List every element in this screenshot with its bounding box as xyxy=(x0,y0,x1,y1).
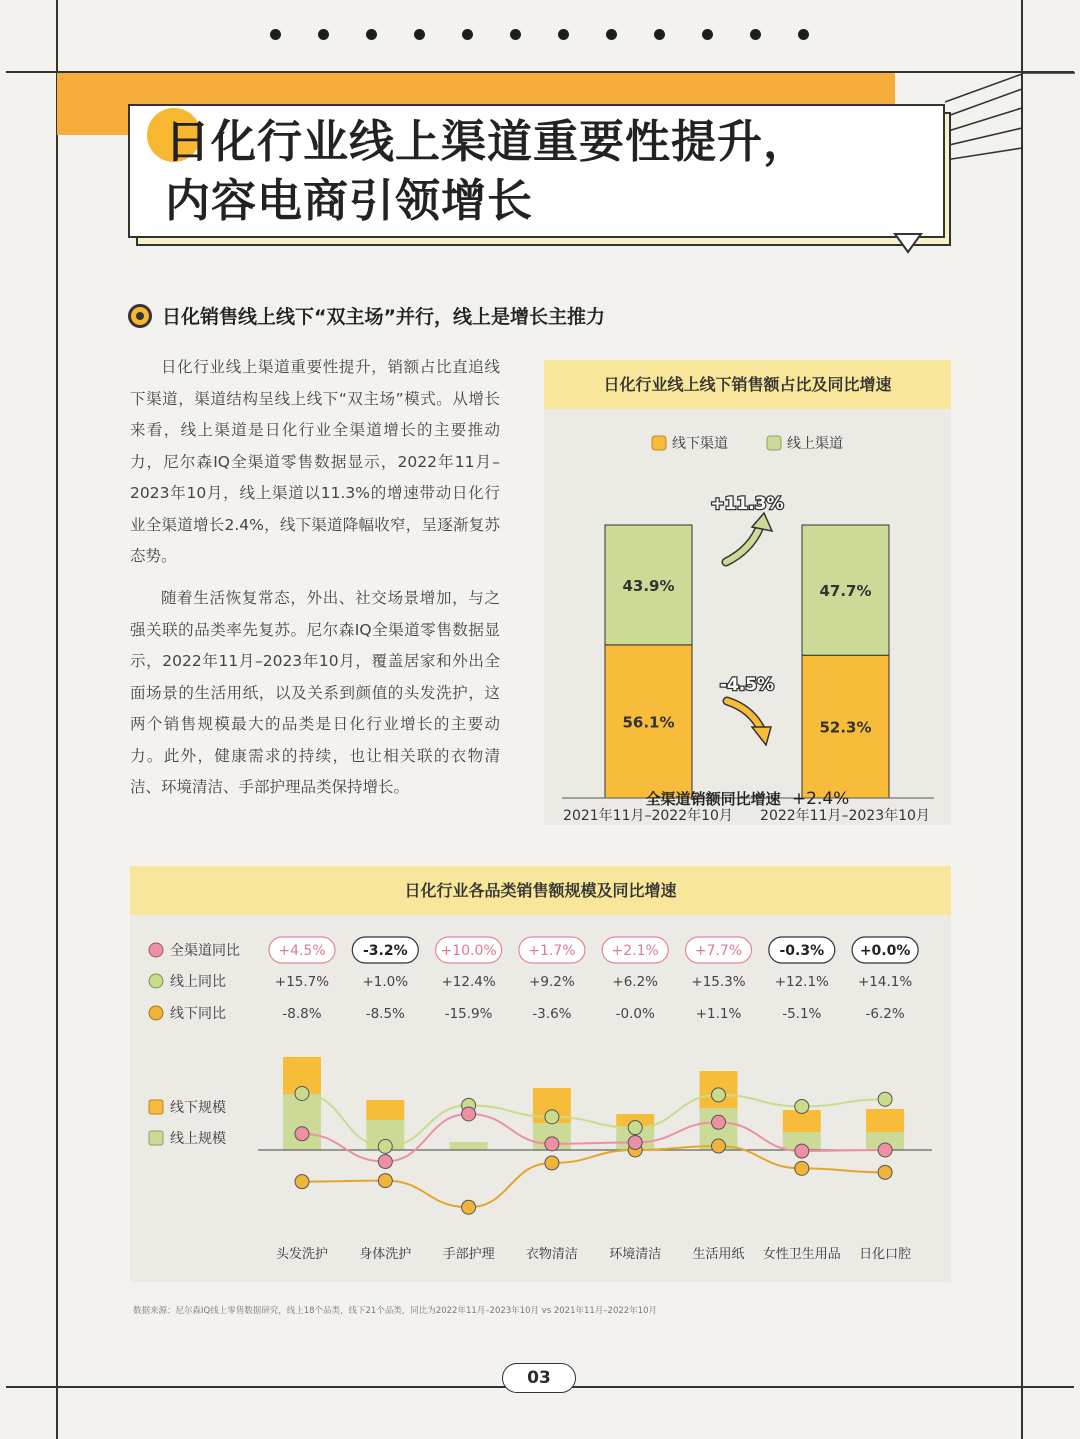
offline-growth-value: -8.8% xyxy=(282,1006,322,1022)
online-growth-point xyxy=(378,1139,392,1153)
online-growth-value: +12.4% xyxy=(441,974,496,990)
total-growth-point xyxy=(462,1107,476,1121)
chart1-category-1: 2021年11月–2022年10月 xyxy=(563,808,733,824)
scale-bar-online xyxy=(450,1142,488,1150)
online-growth-value: +6.2% xyxy=(612,974,659,990)
paragraph-1: 日化行业线上渠道重要性提升，销额占比直追线下渠道，渠道结构呈线上线下“双主场”模式。从增长来看，线上渠道是日化行业全渠道增长的主要推动力，尼尔森IQ全渠道零售数据显示，2022年11月–2023年10月，线上渠道以11.3%的增速带动日化行业全渠道增长2.4%，线下渠道降幅收窄，呈逐渐复苏态势。 xyxy=(130,358,500,565)
category-chart-card xyxy=(130,866,951,1282)
total-growth-value: -3.2% xyxy=(362,943,408,959)
page-title-line1: 日化行业线上渠道重要性提升， xyxy=(165,115,810,168)
online-growth-point xyxy=(545,1110,559,1124)
category-label: 手部护理 xyxy=(442,1247,495,1262)
offline-growth-value: -0.0% xyxy=(615,1006,655,1022)
section-heading xyxy=(128,302,605,329)
scale-bar-online xyxy=(283,1094,321,1150)
offline-growth-label: -4.5% xyxy=(719,675,775,695)
legend-offline-dot xyxy=(149,1006,163,1020)
total-growth-value: +2.1% xyxy=(611,943,659,959)
legend-online-scale-label: 线上规模 xyxy=(170,1131,226,1147)
category-label: 环境清洁 xyxy=(609,1247,662,1262)
chart1-category-2: 2022年11月–2023年10月 xyxy=(760,808,930,824)
offline-growth-point xyxy=(462,1200,476,1214)
share-label-online-1: 43.9% xyxy=(622,576,675,595)
section-title: 日化销售线上线下“双主场”并行，线上是增长主推力 xyxy=(162,306,605,328)
online-growth-label: +11.3% xyxy=(710,494,784,514)
online-growth-value: +15.7% xyxy=(274,974,330,990)
legend-online-growth-label: 线上同比 xyxy=(170,974,226,990)
category-label: 女性卫生用品 xyxy=(762,1247,841,1262)
offline-growth-point xyxy=(795,1161,809,1175)
total-growth-value: -0.3% xyxy=(779,943,825,959)
total-growth-value: +10.0% xyxy=(440,943,497,959)
offline-growth-point xyxy=(295,1175,309,1189)
legend-total-dot xyxy=(149,943,163,957)
category-label: 头发洗护 xyxy=(275,1247,329,1262)
total-growth-point xyxy=(628,1135,642,1149)
online-growth-value: +15.3% xyxy=(691,974,746,990)
legend-online-label: 线上渠道 xyxy=(787,436,843,452)
total-growth-value: +2.4% xyxy=(791,789,850,809)
offline-growth-value: +1.1% xyxy=(695,1006,742,1022)
total-growth-point xyxy=(295,1127,309,1141)
offline-growth-point xyxy=(545,1156,559,1170)
scale-legend xyxy=(149,1099,226,1147)
offline-growth-value: -3.6% xyxy=(532,1006,572,1022)
online-growth-value: +12.1% xyxy=(774,974,829,990)
offline-growth-point xyxy=(378,1174,392,1188)
total-growth-point xyxy=(795,1144,809,1158)
page-title-line2: 内容电商引领增长 xyxy=(165,174,534,227)
share-label-online-2: 47.7% xyxy=(819,582,872,601)
legend-offline-scale-label: 线下规模 xyxy=(170,1100,226,1116)
channel-share-chart-card xyxy=(544,360,951,825)
scale-bar-offline xyxy=(366,1100,404,1120)
total-growth-value: +0.0% xyxy=(859,943,911,959)
online-growth-point xyxy=(712,1088,726,1102)
growth-row-legend xyxy=(149,943,240,1022)
total-growth-point xyxy=(545,1137,559,1151)
category-chart xyxy=(130,915,951,1282)
category-label: 身体洗护 xyxy=(359,1247,412,1262)
data-source-footnote: 数据来源：尼尔森IQ线上零售数据研究，线上18个品类，线下21个品类，同比为2022年11月–2023年10月 vs 2021年11月–2022年10月 xyxy=(133,1306,657,1316)
online-growth-value: +9.2% xyxy=(529,974,575,990)
total-growth-label: 全渠道销额同比增速 xyxy=(645,790,781,808)
total-growth-point xyxy=(712,1115,726,1129)
frame-line-left xyxy=(56,0,58,1439)
share-label-offline-2: 52.3% xyxy=(819,718,872,737)
offline-growth-point xyxy=(712,1139,726,1153)
legend-offline-scale-swatch xyxy=(149,1100,163,1114)
page-number: 03 xyxy=(502,1363,576,1393)
legend-online-dot xyxy=(149,974,163,988)
online-growth-point xyxy=(295,1086,309,1100)
online-growth-point xyxy=(878,1092,892,1106)
total-growth-point xyxy=(878,1143,892,1157)
offline-growth-point xyxy=(878,1165,892,1179)
offline-growth-value: -5.1% xyxy=(782,1006,822,1022)
channel-share-chart xyxy=(544,409,951,825)
decorative-dots xyxy=(270,29,809,40)
offline-growth-value: -15.9% xyxy=(444,1006,493,1022)
offline-growth-value: -8.5% xyxy=(365,1006,405,1022)
total-growth-value: +4.5% xyxy=(278,943,326,959)
legend-offline-growth-label: 线下同比 xyxy=(170,1006,226,1022)
scale-bar-offline xyxy=(866,1109,904,1132)
page-title xyxy=(165,112,809,230)
triangle-marker-icon xyxy=(893,232,923,256)
online-growth-point xyxy=(795,1099,809,1113)
legend-online-swatch xyxy=(767,436,781,450)
target-icon xyxy=(128,304,152,328)
decorative-fan-lines xyxy=(945,72,1080,192)
channel-share-chart-title: 日化行业线上线下销售额占比及同比增速 xyxy=(544,360,951,409)
legend-offline-label: 线下渠道 xyxy=(672,436,728,452)
total-growth-point xyxy=(378,1155,392,1169)
legend-offline-swatch xyxy=(652,436,666,450)
total-growth-value: +7.7% xyxy=(694,943,743,959)
online-growth-value: +1.0% xyxy=(362,974,409,990)
total-growth-footer xyxy=(544,788,951,809)
category-label: 日化口腔 xyxy=(859,1247,912,1262)
offline-growth-value: -6.2% xyxy=(865,1006,905,1022)
paragraph-2: 随着生活恢复常态，外出、社交场景增加，与之强关联的品类率先复苏。尼尔森IQ全渠道零售数据显示，2022年11月–2023年10月，覆盖居家和外出全面场景的生活用纸，以及关系到颜值的头发洗护，这两个销售规模最大的品类是日化行业增长的主要动力。此外，健康需求的持续，也让相关联的衣物清洁、环境清洁、手部护理品类保持增长。 xyxy=(130,589,500,796)
chart1-legend xyxy=(652,435,843,452)
total-growth-value: +1.7% xyxy=(528,943,576,959)
category-label: 衣物清洁 xyxy=(525,1247,578,1262)
category-label: 生活用纸 xyxy=(692,1247,745,1262)
online-growth-point xyxy=(628,1121,642,1135)
growth-arrows xyxy=(710,494,783,745)
share-label-offline-1: 56.1% xyxy=(622,713,675,732)
category-chart-title: 日化行业各品类销售额规模及同比增速 xyxy=(130,866,951,915)
online-growth-value: +14.1% xyxy=(857,974,913,990)
legend-online-scale-swatch xyxy=(149,1131,163,1145)
legend-total-label: 全渠道同比 xyxy=(170,943,240,959)
frame-line-right xyxy=(1021,0,1023,1439)
